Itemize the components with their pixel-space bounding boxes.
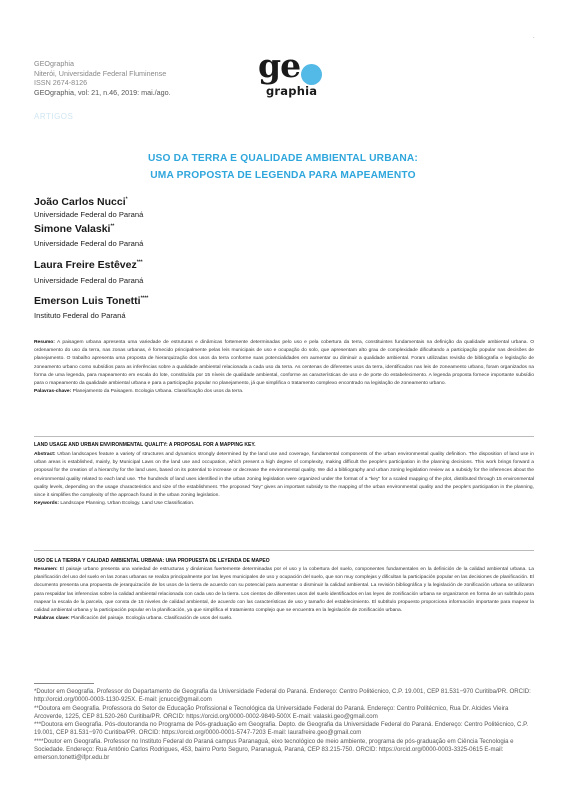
author-3-institution: Universidade Federal do Paraná	[34, 276, 144, 285]
logo-ge: ge	[258, 46, 301, 85]
logo-graphia: graphia	[266, 84, 318, 98]
keywords-label: Keywords:	[34, 501, 60, 507]
journal-volume: GEOgraphia, vol: 21, n.46, 2019: mai./ago.	[34, 87, 171, 97]
author-2-mark: **	[110, 223, 115, 230]
author-4-name: Emerson Luis Tonetti****	[34, 295, 149, 307]
palavras-chave-label: Palavras-chave:	[34, 389, 72, 395]
geographia-logo	[258, 46, 328, 112]
author-4-mark: ****	[140, 295, 149, 302]
author-3-mark: ***	[136, 259, 143, 266]
english-heading: LAND USAGE AND URBAN ENVIRONMENTAL QUALITY: A PROPOSAL FOR A MAPPING KEY.	[34, 442, 256, 448]
resumo-text: A paisagem urbana apresenta uma variedade de estruturas e dinâmicas fortemente determinadas pelo uso e pela cobertura da terra, constituintes fundamentais na definição da qualidade ambiental urbana. O ordenamento do uso da terra, nas zonas urbanas, é fornecido principalmente pelas leis municipais de uso e ocupação do solo, que apresentam alto grau de complexidade dificultando a participação popular nas decisões de planejamento. O trabalho apresenta uma proposta de hierarquização dos usos da terra conforme suas potencialidades em aumentar ou diminuir a qualidade ambiental. Foram utilizadas revisão de bibliografia e legislação de zoneamento urbano como subsídios para as inferências sobre a qualidade ambiental relacionada a cada uso da terra. As centenas de diferentes usos da terra, identificados nas leis de zoneamento urbano, foram organizados na forma de uma legenda, para mapeamento em escala do lote, constituída por 15 níveis de qualidade ambiental, conforme as características de uso e de porte do estabelecimento. A legenda proposta fornece importante subsídio para o mapeamento da qualidade ambiental urbana e para a participação popular no planejamento, já que simplifica o tratamento complexo encontrado na legislação de zoneamento urbano.	[34, 340, 534, 387]
author-4-institution: Instituto Federal do Paraná	[34, 311, 126, 320]
abstract-block	[34, 451, 534, 508]
author-2-institution: Universidade Federal do Paraná	[34, 239, 144, 248]
footnotes	[34, 688, 534, 763]
section-label: ARTIGOS	[34, 112, 74, 121]
resumen-label: Resumen:	[34, 567, 58, 572]
author-3-name: Laura Freire Estêvez***	[34, 259, 143, 271]
resumen-text: El paisaje urbano presenta una variedad de estructuras y dinámicas fuertemente determinadas por el uso y la cobertura del suelo, componentes fundamentales en la definición de la calidad ambiental urbana. La planificación del uso del suelo en las zonas urbanas se realiza principalmente por las leyes municipales de uso y ocupación del suelo, que son muy complejas y dificultan la participación popular en las decisiones de planificación. El documento presenta una propuesta de jerarquización de los usos de la tierra de acuerdo con su potencial para aumentar o disminuir la calidad ambiental. La revisión bibliográfica y la legislación de zonificación urbana se utilizaron para respaldar las inferencias sobre la calidad ambiental relacionada con cada uso de la tierra. Los cientos de diferentes usos del suelo identificados en las leyes de zonificación urbana se organizaron en forma de un subtítulo para mapear la escala de la parcela, que consta de 15 niveles de calidad ambiental, de acuerdo con las características de uso y tamaño del establecimiento. El subtítulo propuesto proporciona información importante para mapear la calidad ambiental urbana y la participación popular en la planificación, ya que simplifica el tratamiento complejo que se encuentra en la legislación de zonificación urbana.	[34, 567, 534, 614]
title-line-2: UMA PROPOSTA DE LEGENDA PARA MAPEAMENTO	[150, 170, 416, 181]
divider	[34, 436, 534, 437]
author-1-institution: Universidade Federal do Paraná	[34, 210, 144, 219]
spanish-heading: USO DE LA TIERRA Y CALIDAD AMBIENTAL URBANA: UNA PROPUESTA DE LEYENDA DE MAPEO	[34, 558, 270, 564]
journal-name: GEOgraphia	[34, 59, 74, 68]
journal-place: Niterói, Universidade Federal Fluminense	[34, 68, 167, 78]
logo-circle-icon	[301, 64, 322, 85]
palabras-clave-label: Palabras clave:	[34, 616, 70, 622]
abstract-label: Abstract:	[34, 452, 56, 457]
footnote-4: ****Doutor em Geografia. Professor no Instituto Federal do Paraná campus Paranaguá, eixo tecnológico de meio ambiente, programa de pós-graduação em Ciência Tecnologia e Sociedade. Endereço: Rua Antônio Carlos Rodrigues, 453, bairro Porto Seguro, Paranaguá, Paraná, CEP 83.215-750. ORCID: https://orcid.org/0000-0003-3325-0615 E-mail: emerson.tonetti@ifpr.edu.br	[34, 737, 514, 762]
author-1-name: João Carlos Nucci*	[34, 196, 128, 208]
palavras-chave: Planejamento da Paisagem. Ecologia Urbana. Classificação dos usos da terra.	[72, 389, 244, 395]
resumen-block	[34, 566, 534, 623]
journal-issn: ISSN 2674-8126	[34, 78, 88, 88]
author-2-name: Simone Valaski**	[34, 223, 115, 235]
footnote-2: **Doutora em Geografia. Professora do Setor de Educação Profissional e Tecnológica da Universidade Federal do Paraná. Endereço: Centro Politécnico, Rua Dr. Alcides Vieira Arcoverde, 1225, CEP 81.520-260 Curitiba/PR. ORCID: https://orcid.org/0000-0002-9849-500X E-mail: valaski.geo@gmail.com	[34, 704, 509, 720]
author-1-mark: *	[125, 196, 128, 203]
resumo-block	[34, 339, 534, 396]
page-mark: .	[533, 34, 535, 40]
abstract-text: Urban landscapes feature a variety of structures and dynamics strongly determined by the land use and coverage, fundamental components of the urban environmental quality definition. The disposition of land use in urban areas is established, mainly, by Municipal Laws on the land use and occupation, which present a high degree of complexity, making difficult the people's participation in the planning decisions. This work brings forward a proposal for the creation of a hierarchy for the land uses, based on its potential to increase or decrease the environmental quality. We did a bibliography and urban zoning legislation review as a subsidy for the inferences about the environmental quality related to each land use. The hundreds of land uses identified in the urban zoning legislation were organized under the format of a "key" for a scaled mapping of the plot, distributed through 15 environmental quality levels, depending on the usage characteristics and size of the establishment. The proposed "key" gives an important subsidy to the mapping of the urban environmental quality and the people's participation in the planning, since it simplifies the complexity of the approach found in the urban zoning legislation.	[34, 452, 534, 499]
footnote-divider	[34, 683, 94, 684]
palabras-clave: Planificación del paisaje. Ecología urbana. Clasificación de usos del suelo.	[70, 616, 233, 622]
divider	[34, 550, 534, 551]
resumo-label: Resumo:	[34, 340, 55, 345]
title-line-1: USO DA TERRA E QUALIDADE AMBIENTAL URBANA:	[147, 153, 419, 164]
footnote-1: *Doutor em Geografia. Professor do Departamento de Geografia da Universidade Federal do Paraná. Endereço: Centro Politécnico, C.P. 19.001, CEP 81.531−970 Curitiba/PR. ORCID: http://orcid.org/0000-0003-1130-925X. E-mail: jcnucci@gmail.com	[34, 688, 531, 704]
keywords: Landscape Planning. Urban Ecology. Land Use Classification.	[60, 501, 195, 507]
footnote-3: ***Doutora em Geografia. Pós-doutoranda no Programa de Pós-graduação em Geografia. Depto. de Geografia da Universidade Federal do Paraná. Endereço: Centro Politécnico, C.P. 19.001, CEP 81.531−970 Curitiba/PR. ORCID: https://orcid.org/0000-0001-5747-7203 E-mail: laurafreire.geo@gmail.com	[34, 721, 529, 737]
article-title	[0, 150, 566, 184]
journal-info	[34, 59, 171, 97]
